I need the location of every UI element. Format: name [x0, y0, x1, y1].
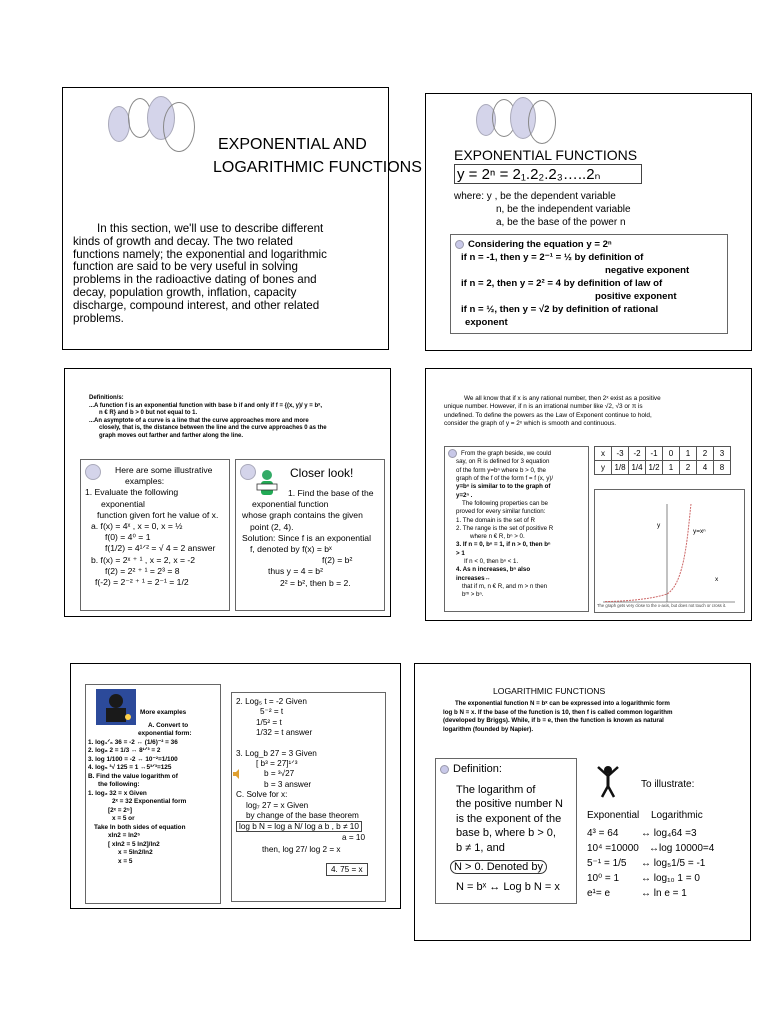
slide-title: LOGARITHMIC FUNCTIONS [493, 686, 606, 696]
table-cell-y: 1 [663, 461, 680, 475]
intro-text: We all know that if x is any rational number, then 2ˣ exist as a positive unique number. However, if n is an irrational number like √2, √3 or π is undefined. To define the powers as the Law of Exponent continue to hold, consider the graph of y = 2ˣ which is smooth and continuous. [444, 395, 661, 428]
slide-body: In this section, we'll use to describe different kinds of growth and decay. The two related functions namely; the exponential and logarithmic function are said to be very useful in solving problems in the radioactive dating of bones and decay, population growth, inflation, capacity discharge, compound interest, and other related problems. [73, 222, 327, 325]
y-axis-label: y [657, 522, 661, 529]
bullet-icon [440, 765, 449, 774]
table-cell-y: 1/8 [612, 461, 629, 475]
intro-text: The exponential function N = bˣ can be expressed into a logarithmic form log b N = x. If the base of the function is 10, then f is called common logarithm (developed by Briggs). While, if b = e, then the function is known as natural logarithm (founded by Napier). [443, 700, 673, 733]
slide-1 [62, 87, 422, 350]
decorative-ring [528, 100, 556, 144]
person-icon [595, 764, 621, 798]
formula-box: y = 2ⁿ = 2₁.2₂.2₃…..2ₙ [454, 164, 642, 184]
bullet-icon [448, 449, 457, 458]
table-cell-y: 8 [714, 461, 731, 475]
slide-4 [425, 368, 752, 621]
graph-caption: The graph gets very close to the x-axis, but does not touch or cross it. [597, 603, 727, 608]
more-examples-box: More examples A. Convert to exponential form: 1. log₁ᐟ₆ 36 = -2 ↔ (1/6)⁻² = 36 2. log₈ 2 = 1/3 ↔ 8¹ᐟ³ = 2 3. log 1/100 = -2 ↔ 10⁻²=1/100 4. log₅ ³√ 125 = 1 ↔5³ᐟ³=125 B. Find the value logarithm of the following: 1. log₂ 32 = x Given 2ˣ = 32 Exponential form [2ˣ = 2⁵] x = 5 or Take ln both sides of equation xln2 = ln2⁵ [ xln2 = 5 ln2]/ln2 x = 5ln2/ln2 x = 5 [85, 684, 221, 904]
table-cell-y: 1/2 [646, 461, 663, 475]
where-text: where: y , be the dependent variable n, be the independent variable a, be the base of the power n [454, 191, 631, 228]
decorative-ring [163, 102, 195, 152]
slide-5 [70, 663, 401, 909]
definition-box: Definition: The logarithm of the positive number N is the exponent of the base b, where b > 0, b ≠ 1, and N > 0. Denoted by N = bˣ ↔ Log b N = x [435, 758, 577, 904]
solutions-box: 2. Log₅ t = -2 Given 5⁻² = t 1/5² = t 1/32 = t answer 3. Log_b 27 = 3 Given [ b³ = 27]¹ᐟ³ b = ³√27 b = 3 answer C. Solve for x: log₇ 27 = x Given by change of the base theorem log b N = log a N/ log a b , b ≠ 10 a = 10 then, log 27/ log 2 = x 4. 75 = x [231, 692, 386, 902]
decorative-ring [108, 106, 130, 142]
definition-formula: N = bˣ ↔ Log b N = x [456, 881, 560, 893]
slide-6 [414, 663, 751, 941]
slide-title: EXPONENTIAL FUNCTIONS [454, 147, 638, 163]
table-cell-y: 2 [680, 461, 697, 475]
illustrate-label: To illustrate: [641, 779, 695, 790]
curve-line [605, 504, 691, 602]
table-cell-x: 0 [663, 447, 680, 461]
table-cell-y: 4 [697, 461, 714, 475]
slide-title: EXPONENTIAL AND LOGARITHMIC FUNCTIONS [213, 136, 422, 176]
table-cell-x: -1 [646, 447, 663, 461]
slide-3 [64, 368, 391, 617]
table-cell-y: 1/4 [629, 461, 646, 475]
definitions: Definition/s: ...A function f is an exponential function with base b if and only if f = {(x, y)/ y = bˣ, n € R} and b > 0 but not equal to 1. ...An asymptote of a curve is a line that the curve approaches more and more closely, that is, the distance between the line and the curve approaches 0 as the graph moves out farther and farther along the line. [89, 395, 327, 439]
xy-table [594, 446, 731, 475]
speaker-icon[interactable] [232, 769, 242, 779]
closer-look-box: Closer look! 1. Find the base of the exponential function whose graph contains the given point (2, 4). Solution: Since f is an exponential f, denoted by f(x) = bˣ f(2) = b² thus y = 4 = b² 2² = b², then b = 2. [235, 459, 385, 611]
table-cell-x: 3 [714, 447, 731, 461]
table-cell-x: 2 [697, 447, 714, 461]
slide-2 [425, 93, 752, 351]
closer-look-title: Closer look! [290, 466, 354, 480]
properties-box: From the graph beside, we could say, on R is defined for 3 equation of the form y=bⁿ where b > 0, the graph of the f of the form f = f (x, y)/ y=bⁿ is similar to to the graph of y=2ⁿ . The following properties can be proved for every similar function: 1. The domain is the set of R 2. The range is the set of positive R where n € R, bⁿ > 0. 3. If n = 0, bⁿ = 1, if n > 0, then bⁿ > 1 If n < 0, then bⁿ < 1. 4. As n increases, bⁿ also increases↔ that if m, n € R, and m > n then bᵐ > bⁿ. [444, 446, 589, 612]
col-header-exponential: Exponential [587, 810, 640, 821]
change-of-base-formula: log b N = log a N/ log a b , b ≠ 10 [236, 821, 362, 832]
table-cell-x: x [595, 447, 612, 461]
circled-text: N > 0. Denoted by [450, 860, 547, 874]
exponential-graph [594, 489, 745, 613]
examples-box: Here are some illustrative examples: 1. Evaluate the following exponential function given fort he value of x. a. f(x) = 4ˣ , x = 0, x = ½ f(0) = 4⁰ = 1 f(1/2) = 4¹ᐟ² = √ 4 = 2 answer b. f(x) = 2ˣ ⁺ ¹ , x = 2, x = -2 f(2) = 2² ⁺ ¹ = 2³ = 8 f(-2) = 2⁻² ⁺ ¹ = 2⁻¹ = 1/2 [80, 459, 230, 611]
table-cell-x: 1 [680, 447, 697, 461]
x-axis-label: x [715, 576, 719, 583]
answer-box: 4. 75 = x [326, 863, 368, 876]
examples-list: 4³ = 64 ↔ log₄64 =3 10⁴ =10000 ↔log 10000=4 5⁻¹ = 1/5 ↔ log₅1/5 = -1 10⁰ = 1 ↔ log₁₀ 1 = 0 e¹= e ↔ ln e = 1 [587, 828, 715, 899]
table-cell-y: y [595, 461, 612, 475]
definition-box: Considering the equation y = 2ⁿ if n = -1, then y = 2⁻¹ = ½ by definition of negative exponent if n = 2, then y = 2² = 4 by definition of law of positive exponent if n = ½, then y = √2 by definition of rational exponent [450, 234, 728, 334]
curve-label: y=xⁿ [693, 528, 706, 535]
table-cell-x: -3 [612, 447, 629, 461]
col-header-logarithmic: Logarithmic [651, 810, 703, 821]
table-cell-x: -2 [629, 447, 646, 461]
bullet-icon [455, 240, 464, 249]
